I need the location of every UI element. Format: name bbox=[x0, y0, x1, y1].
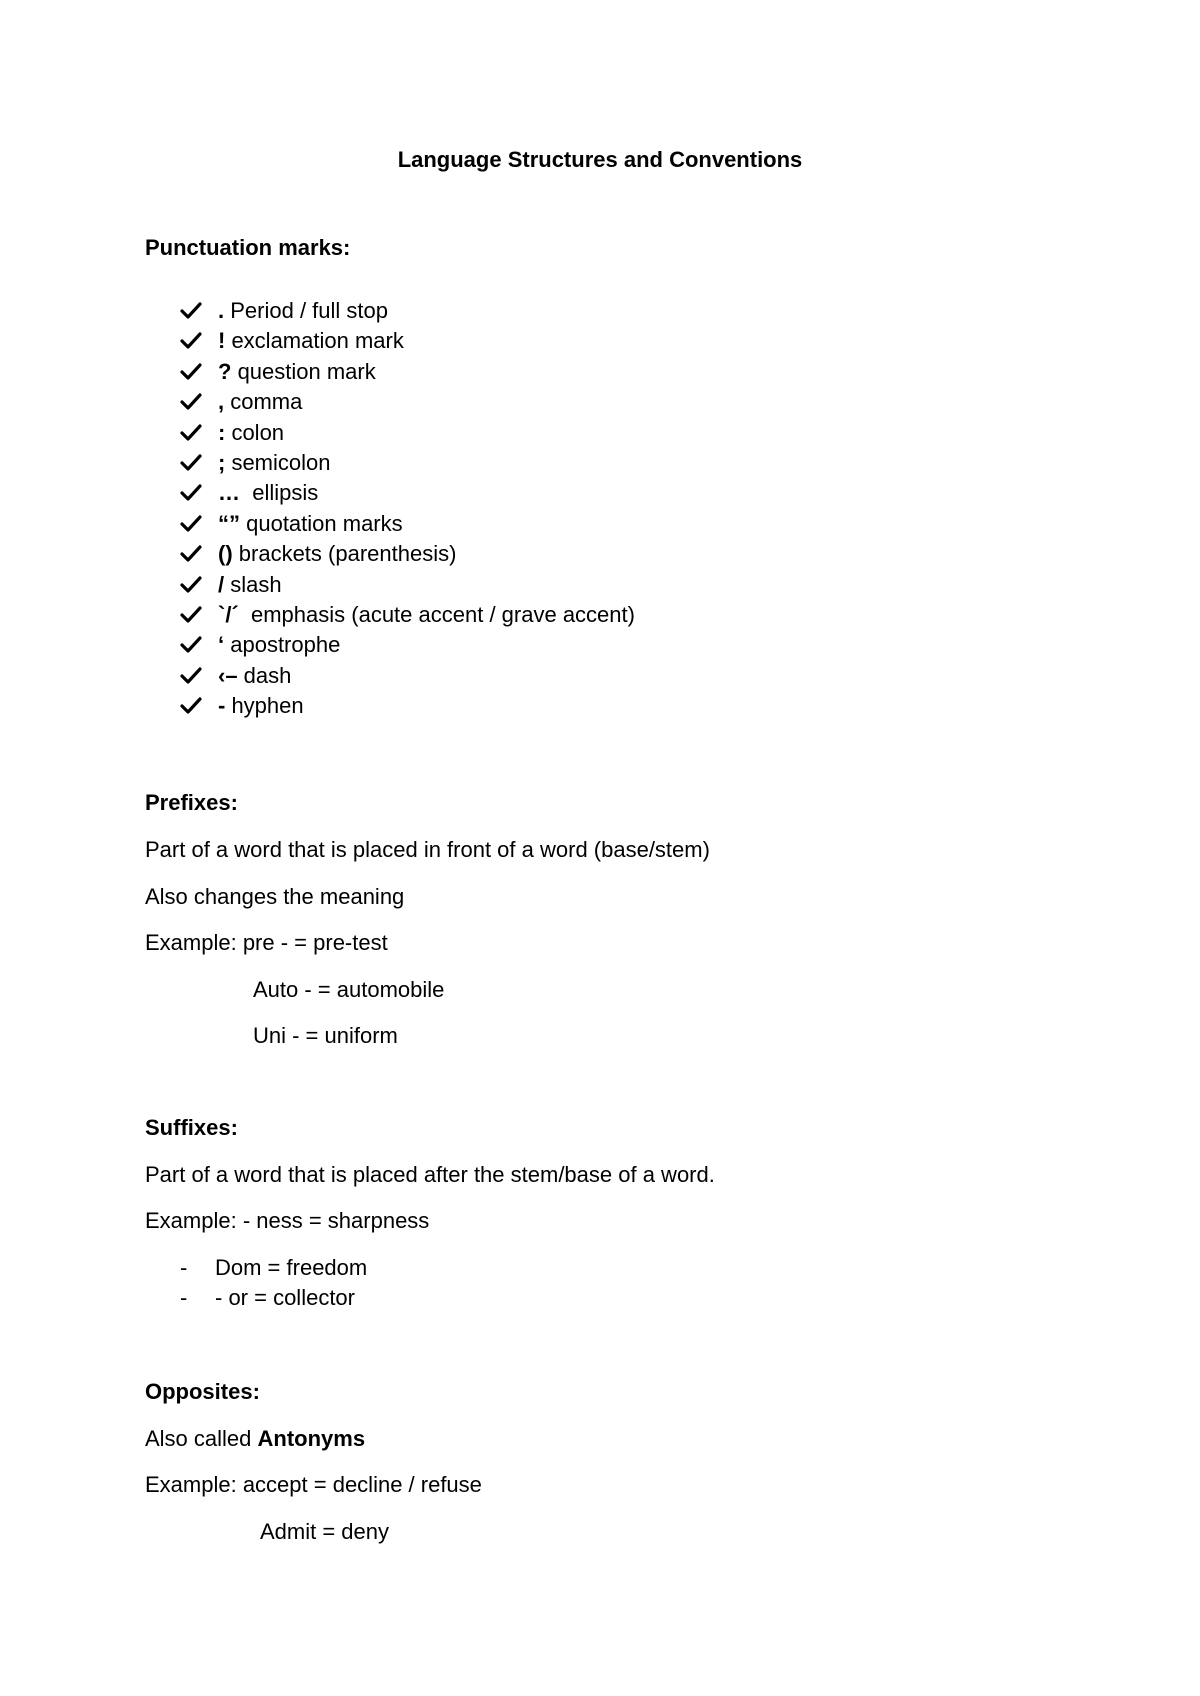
checkmark-icon bbox=[180, 387, 204, 417]
punctuation-symbol: . bbox=[218, 298, 225, 323]
punctuation-label bbox=[218, 357, 376, 387]
prefixes-example-auto: Auto - = automobile bbox=[253, 977, 445, 1002]
punctuation-name: apostrophe bbox=[224, 632, 341, 657]
punctuation-symbol: ? bbox=[218, 359, 232, 384]
checkmark-icon bbox=[180, 418, 204, 448]
opposites-also-called bbox=[145, 1424, 365, 1454]
punctuation-label bbox=[218, 661, 291, 691]
punctuation-name: Period / full stop bbox=[224, 298, 388, 323]
punctuation-symbol: ‘ bbox=[218, 632, 225, 657]
punctuation-symbol: / bbox=[218, 572, 225, 597]
checkmark-icon bbox=[180, 539, 204, 569]
opposites-example-admit: Admit = deny bbox=[260, 1519, 390, 1544]
checkmark-icon bbox=[180, 509, 204, 539]
punctuation-name: comma bbox=[224, 389, 303, 414]
suffixes-heading: Suffixes: bbox=[145, 1115, 238, 1140]
punctuation-symbol: : bbox=[218, 420, 226, 445]
punctuation-label bbox=[218, 418, 284, 448]
checkmark-icon bbox=[180, 600, 204, 630]
punctuation-name: emphasis (acute accent / grave accent) bbox=[238, 602, 635, 627]
punctuation-symbol: ! bbox=[218, 328, 226, 353]
punctuation-symbol: `/´ bbox=[218, 602, 239, 627]
checkmark-icon bbox=[180, 691, 204, 721]
prefixes-heading: Prefixes: bbox=[145, 790, 238, 815]
punctuation-label bbox=[218, 509, 403, 539]
punctuation-name: question mark bbox=[231, 359, 376, 384]
punctuation-symbol: ; bbox=[218, 450, 226, 475]
opposites-example: Example: accept = decline / refuse bbox=[145, 1472, 482, 1497]
prefixes-example: Example: pre - = pre-test bbox=[145, 930, 388, 955]
punctuation-symbol: “” bbox=[218, 511, 240, 536]
punctuation-name: ellipsis bbox=[240, 480, 319, 505]
punctuation-name: dash bbox=[237, 663, 292, 688]
punctuation-name: quotation marks bbox=[240, 511, 403, 536]
antonyms-term: Antonyms bbox=[257, 1426, 366, 1451]
punctuation-label bbox=[218, 570, 282, 600]
checkmark-icon bbox=[180, 357, 204, 387]
punctuation-symbol: - bbox=[218, 693, 226, 718]
page-title: Language Structures and Conventions bbox=[397, 147, 803, 172]
prefixes-example-uni: Uni - = uniform bbox=[253, 1023, 398, 1048]
punctuation-heading: Punctuation marks: bbox=[145, 235, 351, 260]
punctuation-symbol: ‹– bbox=[218, 663, 238, 688]
punctuation-label bbox=[218, 387, 302, 417]
punctuation-name: exclamation mark bbox=[225, 328, 404, 353]
punctuation-name: colon bbox=[225, 420, 285, 445]
punctuation-label bbox=[218, 691, 304, 721]
suffixes-definition: Part of a word that is placed after the stem/base of a word. bbox=[145, 1162, 715, 1187]
punctuation-label bbox=[218, 600, 635, 630]
suffix-example-or: - or = collector bbox=[215, 1285, 355, 1310]
prefixes-note: Also changes the meaning bbox=[145, 884, 405, 909]
dash-bullet: - bbox=[180, 1255, 188, 1280]
punctuation-name: hyphen bbox=[225, 693, 304, 718]
checkmark-icon bbox=[180, 661, 204, 691]
punctuation-symbol: , bbox=[218, 389, 225, 414]
punctuation-name: semicolon bbox=[225, 450, 331, 475]
also-called-prefix: Also called bbox=[145, 1426, 258, 1451]
suffixes-example: Example: - ness = sharpness bbox=[145, 1208, 430, 1233]
dash-bullet: - bbox=[180, 1285, 188, 1310]
checkmark-icon bbox=[180, 448, 204, 478]
checkmark-icon bbox=[180, 326, 204, 356]
punctuation-label bbox=[218, 326, 404, 356]
punctuation-name: slash bbox=[224, 572, 282, 597]
punctuation-symbol: () bbox=[218, 541, 233, 566]
suffix-example-dom: Dom = freedom bbox=[215, 1255, 368, 1280]
checkmark-icon bbox=[180, 630, 204, 660]
punctuation-name: brackets (parenthesis) bbox=[232, 541, 457, 566]
checkmark-icon bbox=[180, 570, 204, 600]
punctuation-label bbox=[218, 448, 330, 478]
checkmark-icon bbox=[180, 478, 204, 508]
punctuation-label bbox=[218, 478, 318, 508]
punctuation-label bbox=[218, 630, 340, 660]
opposites-heading: Opposites: bbox=[145, 1379, 260, 1404]
punctuation-label bbox=[218, 296, 388, 326]
punctuation-label bbox=[218, 539, 456, 569]
punctuation-symbol: … bbox=[218, 480, 240, 505]
checkmark-icon bbox=[180, 296, 204, 326]
prefixes-definition: Part of a word that is placed in front of a word (base/stem) bbox=[145, 837, 710, 862]
